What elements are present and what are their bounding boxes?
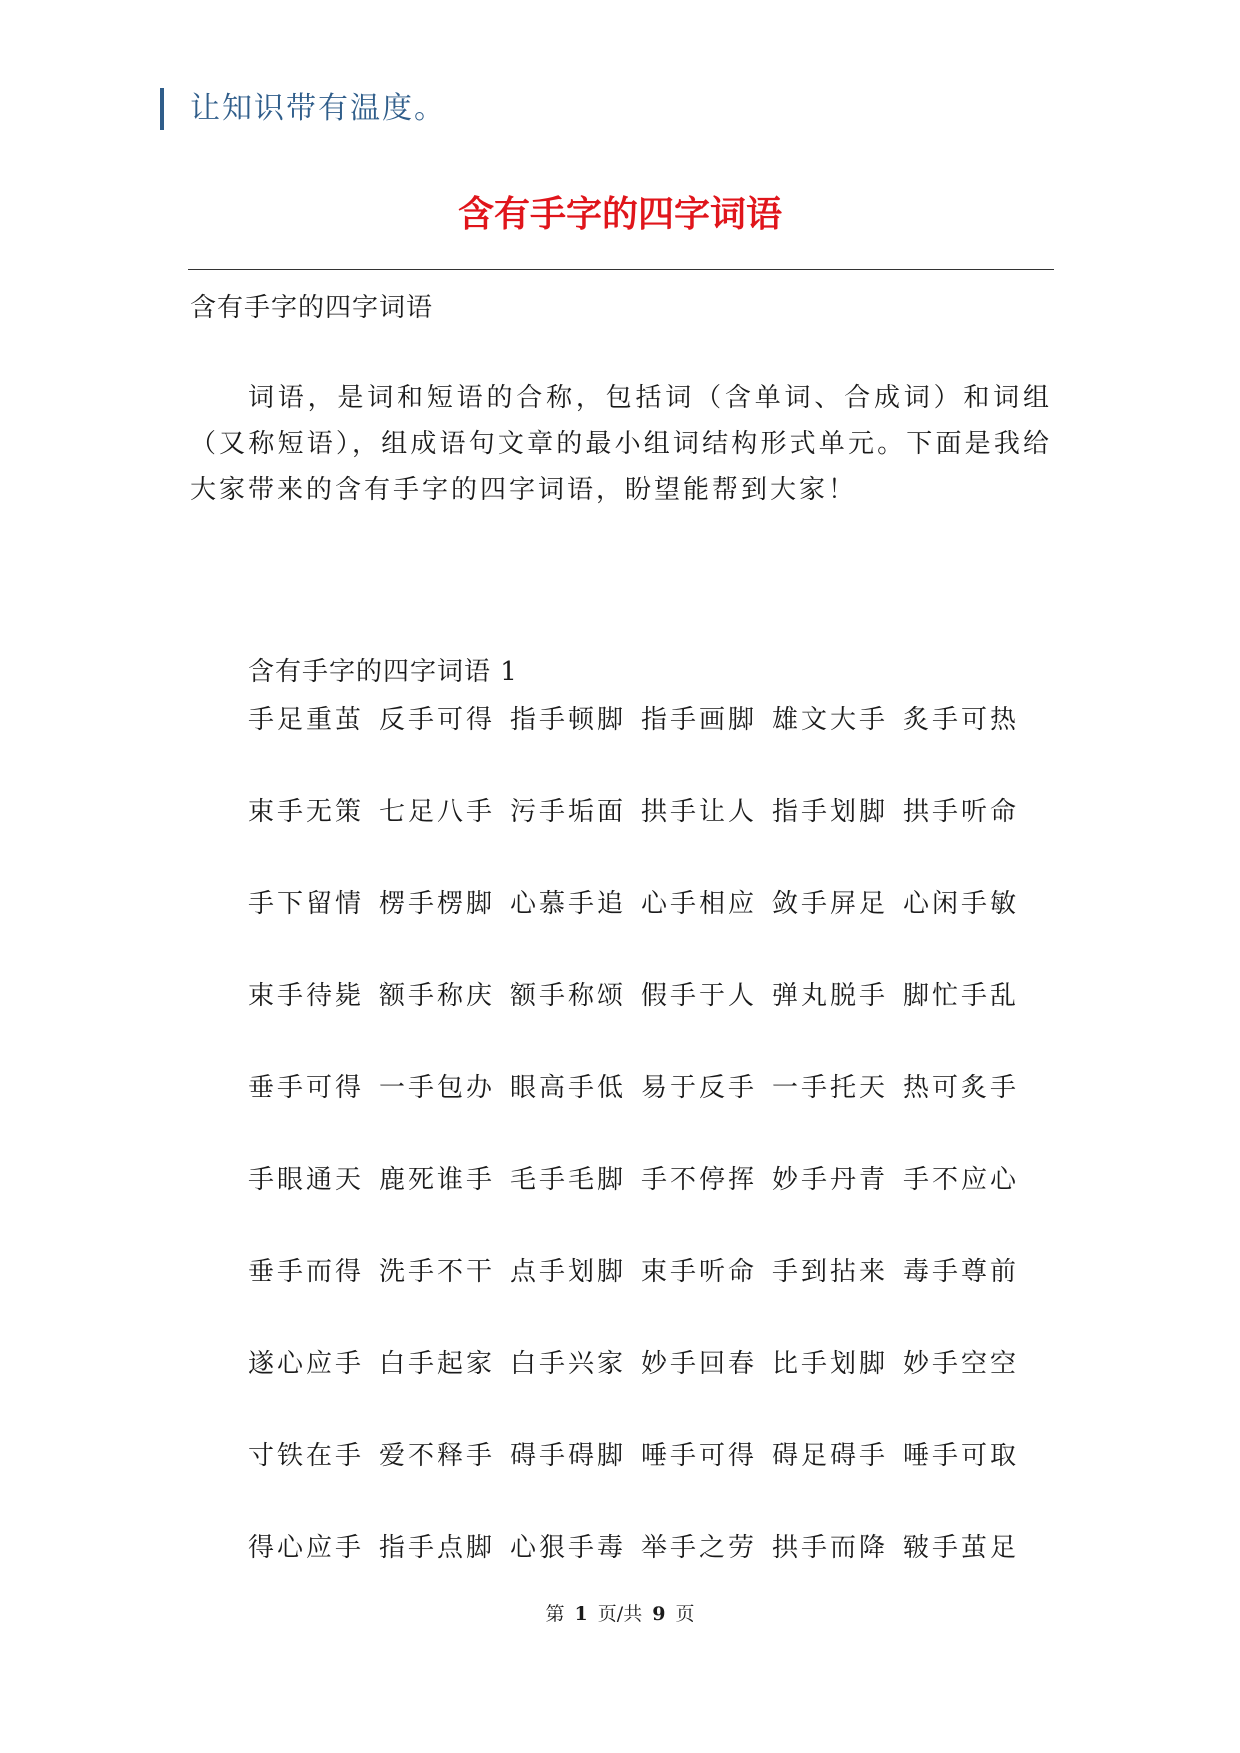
word-item: 热可炙手 bbox=[903, 1073, 1020, 1103]
word-item: 束手待毙 bbox=[248, 981, 365, 1011]
word-item: 拱手而降 bbox=[772, 1533, 889, 1563]
word-item: 指手点脚 bbox=[379, 1533, 496, 1563]
footer-prefix: 第 bbox=[545, 1603, 565, 1625]
word-item: 手下留情 bbox=[248, 889, 365, 919]
word-item: 指手画脚 bbox=[641, 705, 758, 735]
word-item: 假手于人 bbox=[641, 981, 758, 1011]
document-subtitle: 含有手字的四字词语 bbox=[190, 293, 434, 323]
word-item: 反手可得 bbox=[379, 705, 496, 735]
word-item: 敛手屏足 bbox=[772, 889, 889, 919]
word-item: 毛手毛脚 bbox=[510, 1165, 627, 1195]
word-item: 妙手回春 bbox=[641, 1349, 758, 1379]
word-item: 白手兴家 bbox=[510, 1349, 627, 1379]
word-item: 指手划脚 bbox=[772, 797, 889, 827]
word-row bbox=[248, 792, 1048, 884]
word-item: 爱不释手 bbox=[379, 1441, 496, 1471]
word-item: 毒手尊前 bbox=[903, 1257, 1020, 1287]
word-item: 手到拈来 bbox=[772, 1257, 889, 1287]
word-item: 白手起家 bbox=[379, 1349, 496, 1379]
word-item: 妙手丹青 bbox=[772, 1165, 889, 1195]
word-item: 洗手不干 bbox=[379, 1257, 496, 1287]
intro-paragraph: 词语，是词和短语的合称，包括词（含单词、合成词）和词组（又称短语），组成语句文章的最小组词结构形式单元。下面是我给大家带来的含有手字的四字词语，盼望能帮到大家！ bbox=[190, 383, 1052, 505]
word-item: 心慕手追 bbox=[510, 889, 627, 919]
page-footer bbox=[0, 1600, 1240, 1628]
word-item: 垂手可得 bbox=[248, 1073, 365, 1103]
word-item: 举手之劳 bbox=[641, 1533, 758, 1563]
title-divider bbox=[188, 269, 1054, 270]
word-item: 污手垢面 bbox=[510, 797, 627, 827]
word-item: 一手包办 bbox=[379, 1073, 496, 1103]
word-item: 眼高手低 bbox=[510, 1073, 627, 1103]
word-item: 碍手碍脚 bbox=[510, 1441, 627, 1471]
word-item: 拱手听命 bbox=[903, 797, 1020, 827]
word-item: 束手听命 bbox=[641, 1257, 758, 1287]
word-item: 拱手让人 bbox=[641, 797, 758, 827]
word-item: 手不停挥 bbox=[641, 1165, 758, 1195]
word-item: 一手托天 bbox=[772, 1073, 889, 1103]
word-item: 遂心应手 bbox=[248, 1349, 365, 1379]
word-item: 易于反手 bbox=[641, 1073, 758, 1103]
word-item: 额手称庆 bbox=[379, 981, 496, 1011]
word-item: 额手称颂 bbox=[510, 981, 627, 1011]
word-item: 寸铁在手 bbox=[248, 1441, 365, 1471]
word-item: 心狠手毒 bbox=[510, 1533, 627, 1563]
word-row bbox=[248, 1436, 1048, 1528]
word-row bbox=[248, 1344, 1048, 1436]
word-item: 束手无策 bbox=[248, 797, 365, 827]
word-item: 手眼通天 bbox=[248, 1165, 365, 1195]
footer-current-page: 1 bbox=[574, 1603, 588, 1625]
footer-total-pages: 9 bbox=[652, 1603, 666, 1625]
word-item: 点手划脚 bbox=[510, 1257, 627, 1287]
word-item: 妙手空空 bbox=[903, 1349, 1020, 1379]
word-item: 碍足碍手 bbox=[772, 1441, 889, 1471]
word-row bbox=[248, 1068, 1048, 1160]
section-heading: 含有手字的四字词语 1 bbox=[248, 657, 518, 687]
word-item: 脚忙手乱 bbox=[903, 981, 1020, 1011]
word-item: 心手相应 bbox=[641, 889, 758, 919]
word-row bbox=[248, 976, 1048, 1068]
word-item: 雄文大手 bbox=[772, 705, 889, 735]
word-item: 指手顿脚 bbox=[510, 705, 627, 735]
word-item: 唾手可取 bbox=[903, 1441, 1020, 1471]
word-row bbox=[248, 1160, 1048, 1252]
word-item: 皲手茧足 bbox=[903, 1533, 1020, 1563]
word-item: 炙手可热 bbox=[903, 705, 1020, 735]
word-item: 手足重茧 bbox=[248, 705, 365, 735]
header-accent-bar bbox=[160, 88, 164, 130]
footer-suffix: 页 bbox=[675, 1603, 695, 1625]
word-row bbox=[248, 884, 1048, 976]
word-row bbox=[248, 1252, 1048, 1344]
word-item: 七足八手 bbox=[379, 797, 496, 827]
word-item: 鹿死谁手 bbox=[379, 1165, 496, 1195]
word-item: 心闲手敏 bbox=[903, 889, 1020, 919]
document-title: 含有手字的四字词语 bbox=[457, 194, 782, 235]
word-item: 弹丸脱手 bbox=[772, 981, 889, 1011]
word-row bbox=[248, 700, 1048, 792]
word-item: 比手划脚 bbox=[772, 1349, 889, 1379]
word-item: 手不应心 bbox=[903, 1165, 1020, 1195]
word-item: 楞手楞脚 bbox=[379, 889, 496, 919]
word-list bbox=[248, 700, 1048, 1620]
word-item: 唾手可得 bbox=[641, 1441, 758, 1471]
header-slogan: 让知识带有温度。 bbox=[190, 91, 446, 126]
footer-middle: 页/共 bbox=[597, 1603, 643, 1625]
word-item: 垂手而得 bbox=[248, 1257, 365, 1287]
word-item: 得心应手 bbox=[248, 1533, 365, 1563]
